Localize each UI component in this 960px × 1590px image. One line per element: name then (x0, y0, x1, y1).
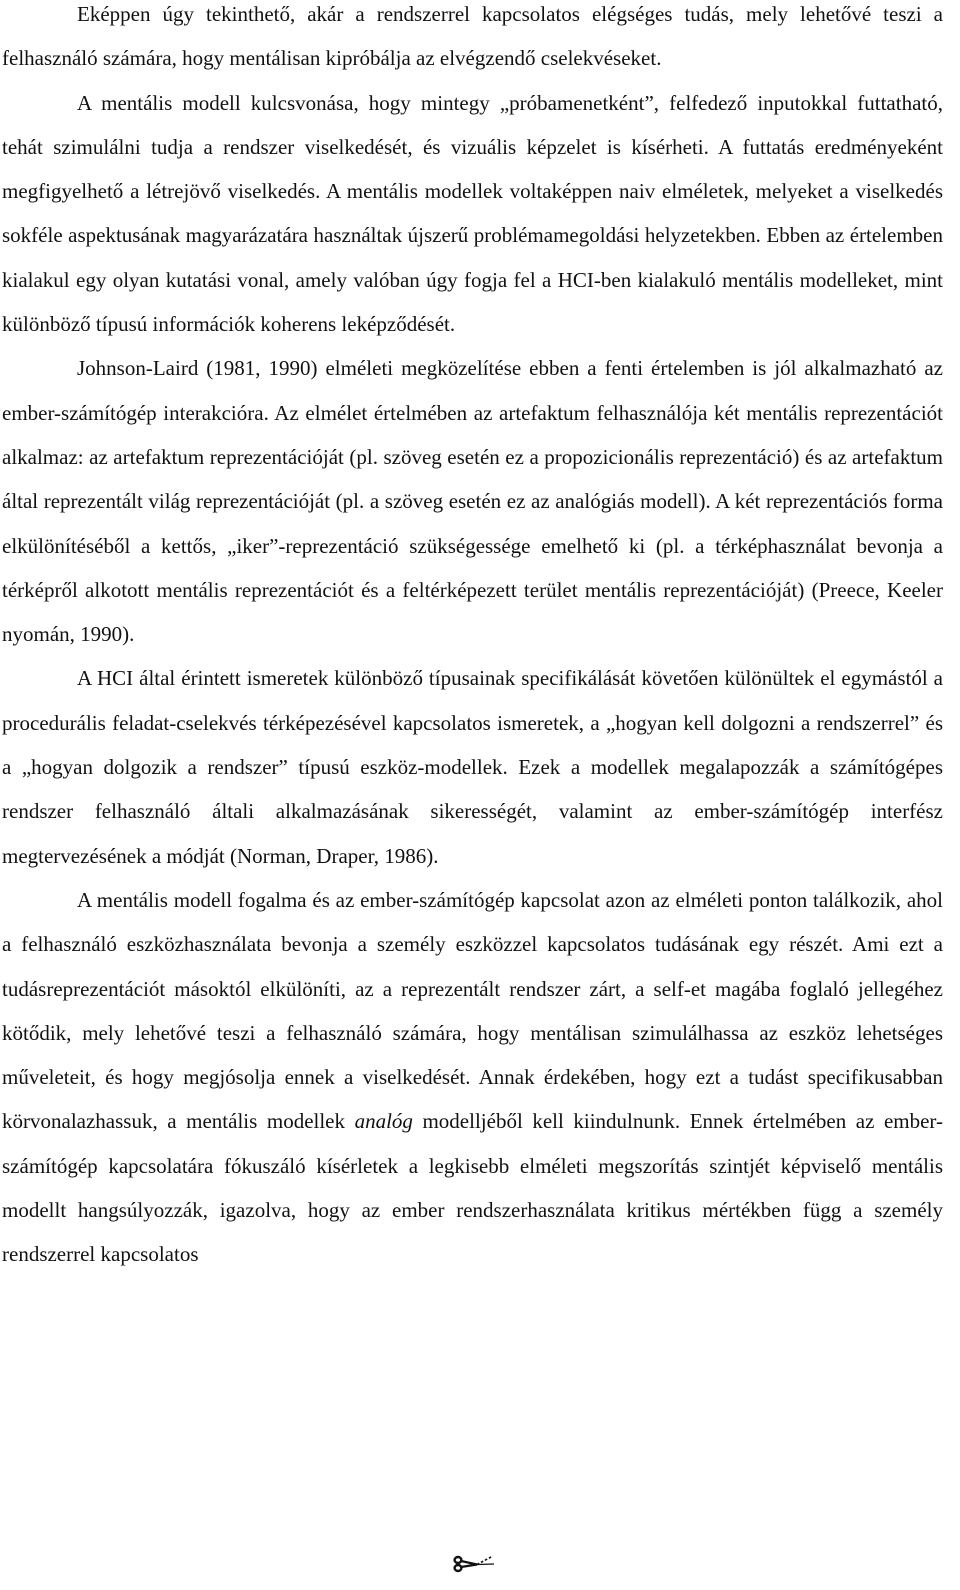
paragraph-2 (2, 81, 943, 347)
scissors-icon (453, 1552, 497, 1574)
paragraph-3-text: Johnson-Laird (1981, 1990) elméleti megközelítése ebben a fenti értelemben is jól alkalmazható az ember-számítógép interakcióra. Az elmélet értelmében az artefaktum felhasználója két mentális reprezentációt alkalmaz: az artefaktum reprezentációját (pl. szöveg esetén ez a propozicionális reprezentáció) és az artefaktum által reprezentált világ reprezentációját (pl. a szöveg esetén ez az analógiás modell). A két reprezentációs forma elkülönítéséből a kettős, „iker”-reprezentáció szükségessége emelhető ki (pl. a térképhasználat bevonja a térképről alkotott mentális reprezentációt és a feltérképezett terület mentális reprezentációját) (Preece, Keeler nyomán, 1990). (2, 356, 943, 647)
paragraph-2-text: A mentális modell kulcsvonása, hogy mintegy „próbamenetként”, felfedező inputokkal futtatható, tehát szimulálni tudja a rendszer viselkedését, és vizuális képzelet is kísérheti. A futtatás eredményeként megfigyelhető a létrejövő viselkedés. A mentális modellek voltaképpen naiv elméletek, melyeket a viselkedés sokféle aspektusának magyarázatára használtak újszerű problémamegoldási helyzetekben. Ebben az értelemben kialakul egy olyan kutatási vonal, amely valóban úgy fogja fel a HCI-ben kialakuló mentális modelleket, mint különböző típusú információk koherens leképződését. (2, 90, 943, 337)
paragraph-5-text-a: A mentális modell fogalma és az ember-számítógép kapcsolat azon az elméleti ponton találkozik, ahol a felhasználó eszközhasználata bevonja a személy eszközzel kapcsolatos tudásának egy részét. Ami ezt a tudásreprezentációt másoktól elkülöníti, az a reprezentált rendszer zárt, a self-et magába foglaló jellegéhez kötődik, mely lehetővé teszi a felhasználó számára, hogy mentálisan szimulálhassa az eszköz lehetséges műveleteit, és hogy megjósolja ennek a viselkedését. Annak érdekében, hogy ezt a tudást specifikusabban körvonalazhassuk, a mentális modellek (2, 887, 943, 1134)
paragraph-4-text: A HCI által érintett ismeretek különböző típusainak specifikálását követően különültek el egymástól a procedurális feladat-cselekvés térképezésével kapcsolatos ismeretek, a „hogyan kell dolgozni a rendszerrel” és a „hogyan dolgozik a rendszer” típusú eszköz-modellek. Ezek a modellek megalapozzák a számítógépes rendszer felhasználó általi alkalmazásának sikerességét, valamint az ember-számítógép interfész megtervezésének a módját (Norman, Draper, 1986). (2, 666, 943, 868)
paragraph-5-italic-term: analóg (354, 1109, 413, 1134)
document-page (2, 0, 943, 1277)
paragraph-5-text-b: modelljéből kell kiindulnunk. Ennek értelmében az ember-számítógép kapcsolatára fókuszáló kísérletek a legkisebb elméleti megszorítás szintjét képviselő mentális modellt hangsúlyozzák, igazolva, hogy az ember rendszerhasználata kritikus mértékben függ a személy rendszerrel kapcsolatos (2, 1109, 943, 1267)
paragraph-4 (2, 656, 943, 877)
paragraph-1-text: Eképpen úgy tekinthető, akár a rendszerrel kapcsolatos elégséges tudás, mely lehetővé teszi a felhasználó számára, hogy mentálisan kipróbálja az elvégzendő cselekvéseket. (2, 2, 943, 71)
paragraph-5 (2, 878, 943, 1277)
paragraph-1 (2, 0, 943, 81)
paragraph-3 (2, 346, 943, 656)
